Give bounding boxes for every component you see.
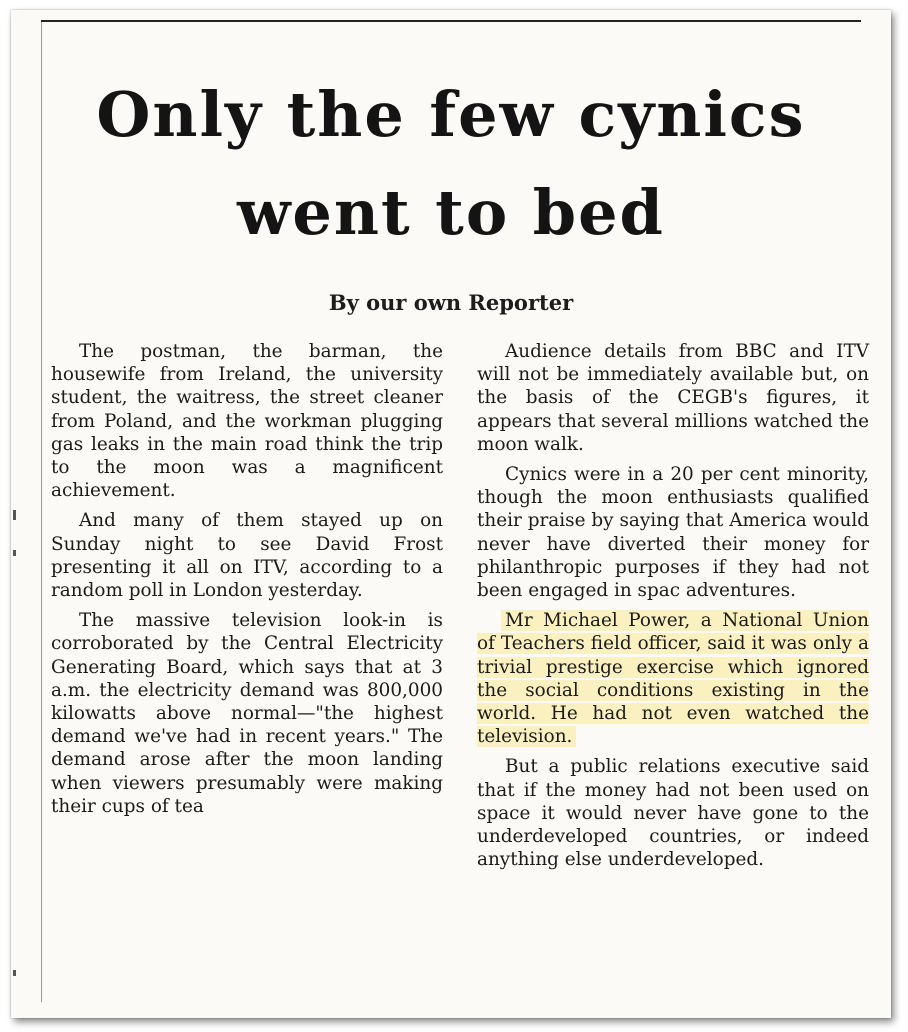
scan-edge-mark [13,970,16,976]
left-column-rule [41,22,42,1002]
paragraph: And many of them stayed up on Sunday night to see David Frost presenting it all on ITV, according to a random poll in London yesterday. [51,510,443,602]
paragraph: Cynics were in a 20 per cent minority, though the moon enthusiasts qualified their praise by saying that America would never have diverted their money for philanthropic purposes if they had not been engaged in spac adventures. [477,464,869,602]
headline [51,66,851,262]
scan-edge-mark [13,550,16,556]
paragraph: Audience details from BBC and ITV will not be immediately available but, on the basis of the CEGB's figures, it appears that several millions watched the moon walk. [477,341,869,455]
newspaper-clipping [11,10,891,1018]
paragraph: But a public relations executive said that if the money had not been used on space it would never have gone to the underdeveloped countries, or indeed anything else underdeveloped. [477,756,869,871]
scan-edge-mark [13,510,16,520]
left-column [51,340,443,825]
highlighted-paragraph [477,609,869,748]
byline: By our own Reporter [328,290,574,315]
right-column [477,340,869,878]
headline-line-1: Only the few cynics [96,78,806,151]
paragraph: The postman, the barman, the housewife from Ireland, the university student, the waitress, the street cleaner from Poland, and the workman plugging gas leaks in the main road think the trip to the moon was a magnificent achievement. [51,341,443,502]
highlight-mark: Mr Michael Power, a National Union of Teachers field officer, said it was only a trivial prestige exercise which ignored the social conditions existing in the world. He had not even watched the television. [477,610,869,748]
paragraph: The massive television look-in is corroborated by the Central Electricity Generating Board, which says that at 3 a.m. the electricity demand was 800,000 kilowatts above normal—"the highest demand we've had in recent years." The demand arose after the moon landing when viewers presumably were making their cups of tea [51,610,443,817]
top-rule [41,20,861,22]
headline-line-2: went to bed [237,176,665,249]
